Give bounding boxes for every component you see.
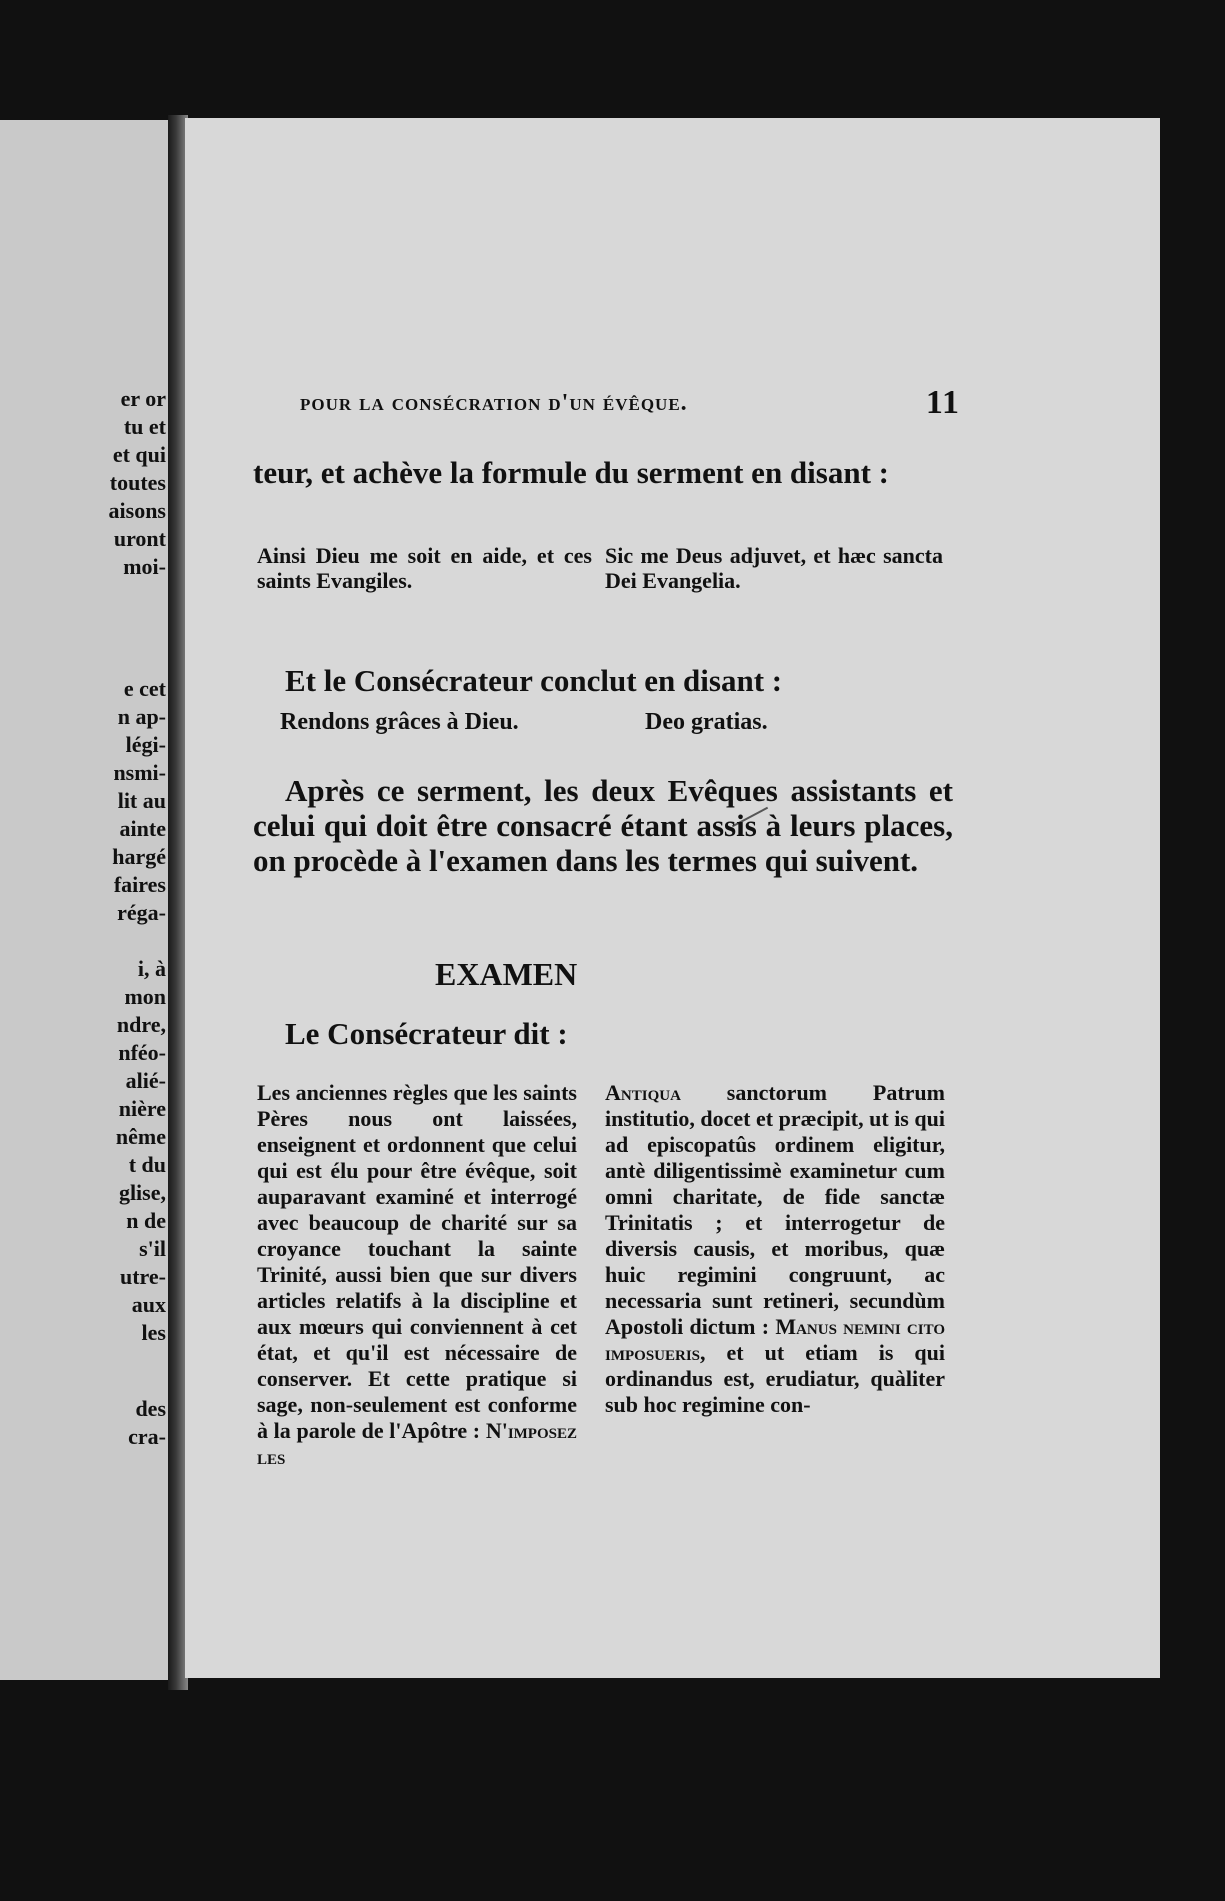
thanks-french: Rendons grâces à Dieu. xyxy=(280,709,519,735)
examen-french-caps: N'imposez les xyxy=(257,1418,577,1469)
facing-page-line: uront xyxy=(113,526,166,551)
facing-page-line: s'il xyxy=(139,1236,166,1261)
conclude-line: Et le Consécrateur conclut en disant : xyxy=(285,663,783,698)
facing-page-line: ainte xyxy=(119,816,166,841)
examen-latin-caps1: Antiqua xyxy=(605,1080,681,1105)
examen-french-text: Les anciennes règles que les saints Pères nous ont laissées, enseignent et ordonnent que celui qui est élu pour être évêque, soit auparavant examiné et interrogé avec beaucoup de charité sur sa croyance touchant la sainte Trinité, aussi bien que sur divers articles relatifs à la discipline et aux mœurs qui conviennent à cet état, et qu'il est nécessaire de conserver. Et cette pratique si sage, non-seulement est conforme à la parole de l'Apôtre : xyxy=(257,1080,577,1443)
facing-page-line: e cet xyxy=(123,676,166,701)
facing-page-line: er or xyxy=(120,386,166,411)
facing-page-line: ndre, xyxy=(116,1012,166,1037)
examen-latin-text2: , et ut etiam is qui ordinandus est, erudiatur, quàliter sub hoc regimine con- xyxy=(605,1340,945,1417)
facing-page-line: tu et xyxy=(123,414,166,439)
examen-latin-text1: sanctorum Patrum institutio, docet et præcipit, ut is qui ad episcopatûs ordinem eligitur, antè diligentissimè examinetur cum omni charitate, de fide sanctæ Trinitatis ; et interrogetur de diversis causis, et moribus, quæ huic regimini congruunt, ac necessaria sunt retineri, secundùm Apostoli dictum : xyxy=(605,1080,945,1339)
facing-page-line: faires xyxy=(113,872,166,897)
facing-page-line: alié- xyxy=(125,1068,166,1093)
facing-page-line: aux xyxy=(131,1292,166,1317)
facing-page-line: t du xyxy=(128,1152,166,1177)
examen-french xyxy=(257,1080,577,1470)
facing-page-line: mon xyxy=(124,984,166,1009)
examen-latin-caps2: Manus nemini cito imposueris xyxy=(605,1314,945,1365)
facing-page-line: les xyxy=(141,1320,166,1345)
facing-page-line: nière xyxy=(118,1096,166,1121)
facing-page-line: et qui xyxy=(112,442,166,467)
facing-page-line: nsmi- xyxy=(113,760,166,785)
facing-page-line: utre- xyxy=(119,1264,166,1289)
page-number: 11 xyxy=(925,384,960,421)
facing-page-line: n ap- xyxy=(117,704,166,729)
facing-page-line: hargé xyxy=(112,844,166,869)
facing-page-line: glise, xyxy=(118,1180,166,1205)
facing-page-line: lit au xyxy=(117,788,166,813)
facing-page-line: cra- xyxy=(128,1424,166,1449)
facing-page-line: aisons xyxy=(108,498,166,523)
speaker-line: Le Consécrateur dit : xyxy=(285,1016,568,1051)
examen-latin xyxy=(605,1080,945,1418)
facing-page-line: toutes xyxy=(109,470,166,495)
facing-page-line: des xyxy=(135,1396,166,1421)
book-page xyxy=(185,118,1160,1678)
after-oath-paragraph: Après ce serment, les deux Evêques assistants et celui qui doit être consacré étant assis à leurs places, on procède à l'examen dans les termes qui suivent. xyxy=(253,773,953,878)
facing-page xyxy=(0,120,172,1680)
running-title: pour la consécration d'un évêque. xyxy=(300,390,688,416)
facing-page-line: légi- xyxy=(125,732,166,757)
facing-page-line: i, à xyxy=(137,956,166,981)
intro-paragraph: teur, et achève la formule du serment en disant : xyxy=(253,455,889,490)
facing-page-line: moi- xyxy=(123,554,166,579)
facing-page-line: n de xyxy=(126,1208,166,1233)
oath-french: Ainsi Dieu me soit en aide, et ces saints Evangiles. xyxy=(257,543,592,593)
facing-page-line: réga- xyxy=(117,900,166,925)
oath-latin: Sic me Deus adjuvet, et hæc sancta Dei Evangelia. xyxy=(605,543,943,593)
facing-page-line: nféo- xyxy=(118,1040,166,1065)
running-header xyxy=(300,384,960,421)
facing-page-line: nême xyxy=(115,1124,166,1149)
thanks-latin: Deo gratias. xyxy=(645,709,768,735)
section-title: EXAMEN xyxy=(435,956,578,992)
